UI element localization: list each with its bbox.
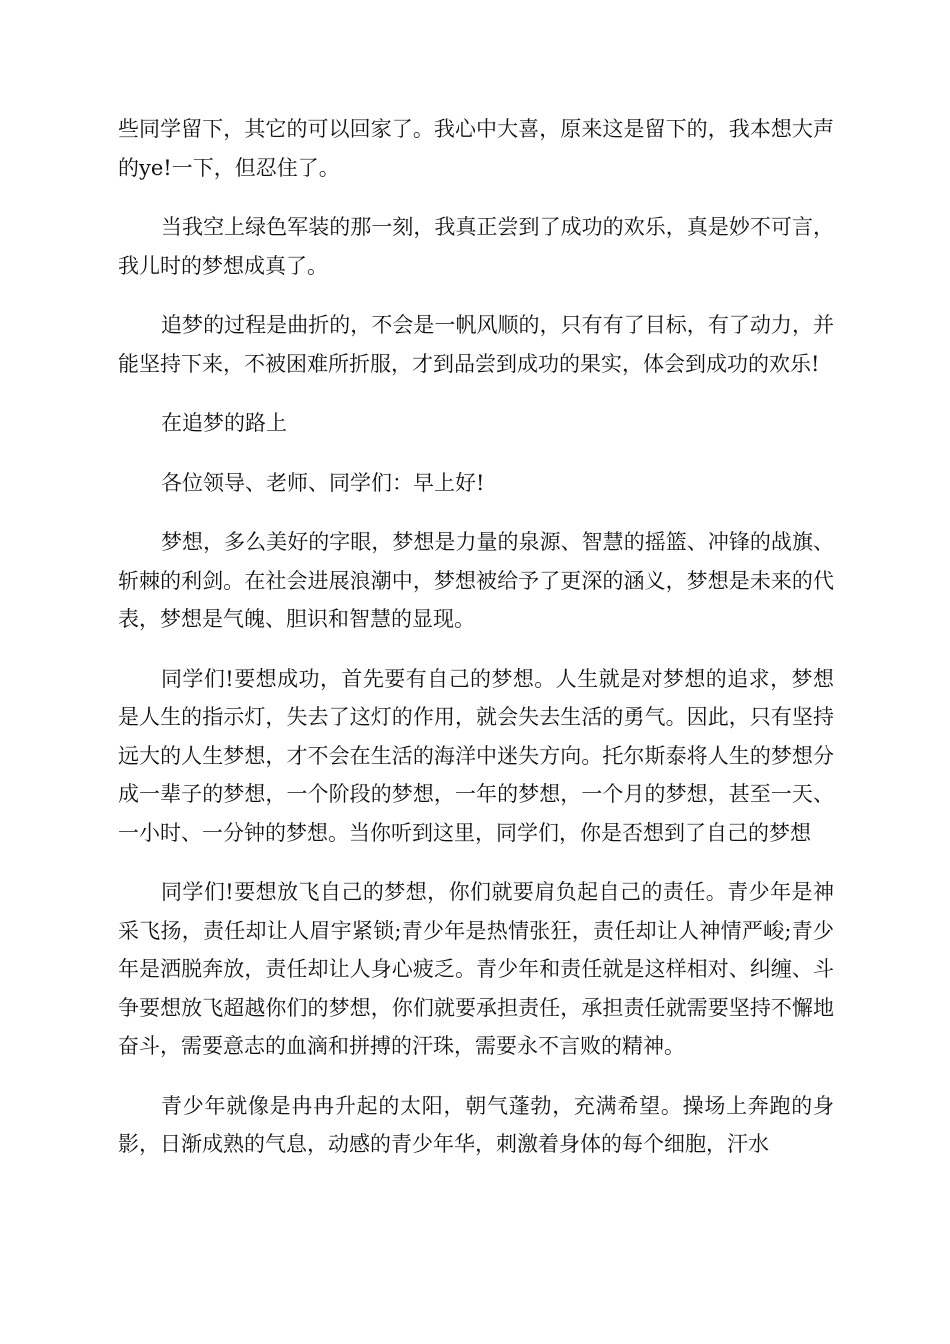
- paragraph: 追梦的过程是曲折的，不会是一帆风顺的，只有有了目标，有了动力，并能坚持下来，不被困难所折服，才到品尝到成功的果实，体会到成功的欢乐!: [118, 313, 834, 376]
- document-page: [118, 110, 834, 1185]
- essay-title: 在追梦的路上: [161, 411, 287, 435]
- paragraph: 同学们!要想放飞自己的梦想，你们就要肩负起自己的责任。青少年是神采飞扬，责任却让人眉宇紧锁;青少年是热情张狂，责任却让人神情严峻;青少年是洒脱奔放，责任却让人身心疲乏。青少年和责任就是这样相对、纠缠、斗争要想放飞超越你们的梦想，你们就要承担责任，承担责任就需要坚持不懈地奋斗，需要意志的血滴和拼搏的汗珠，需要永不言败的精神。: [118, 880, 834, 1058]
- greeting: 各位领导、老师、同学们：早上好!: [161, 470, 485, 495]
- paragraph: 梦想，多么美好的字眼，梦想是力量的泉源、智慧的摇篮、冲锋的战旗、斩棘的利剑。在社会进展浪潮中，梦想被给予了更深的涵义，梦想是未来的代表，梦想是气魄、胆识和智慧的显现。: [118, 530, 834, 631]
- paragraph: 同学们!要想成功，首先要有自己的梦想。人生就是对梦想的追求，梦想是人生的指示灯，失去了这灯的作用，就会失去生活的勇气。因此，只有坚持远大的人生梦想，才不会在生活的海洋中迷失方向。托尔斯泰将人生的梦想分成一辈子的梦想，一个阶段的梦想，一年的梦想，一个月的梦想，甚至一天、一小时、一分钟的梦想。当你听到这里，同学们，你是否想到了自己的梦想: [118, 666, 834, 845]
- paragraph: 青少年就像是冉冉升起的太阳，朝气蓬勃，充满希望。操场上奔跑的身影，日渐成熟的气息，动感的青少年华，刺激着身体的每个细胞，汗水: [118, 1093, 834, 1156]
- paragraph-continuation: 些同学留下，其它的可以回家了。我心中大喜，原来这是留下的，我本想大声的ye!一下，但忍住了。: [118, 117, 834, 180]
- paragraph: 当我空上绿色军装的那一刻，我真正尝到了成功的欢乐，真是妙不可言，我儿时的梦想成真了。: [118, 215, 834, 278]
